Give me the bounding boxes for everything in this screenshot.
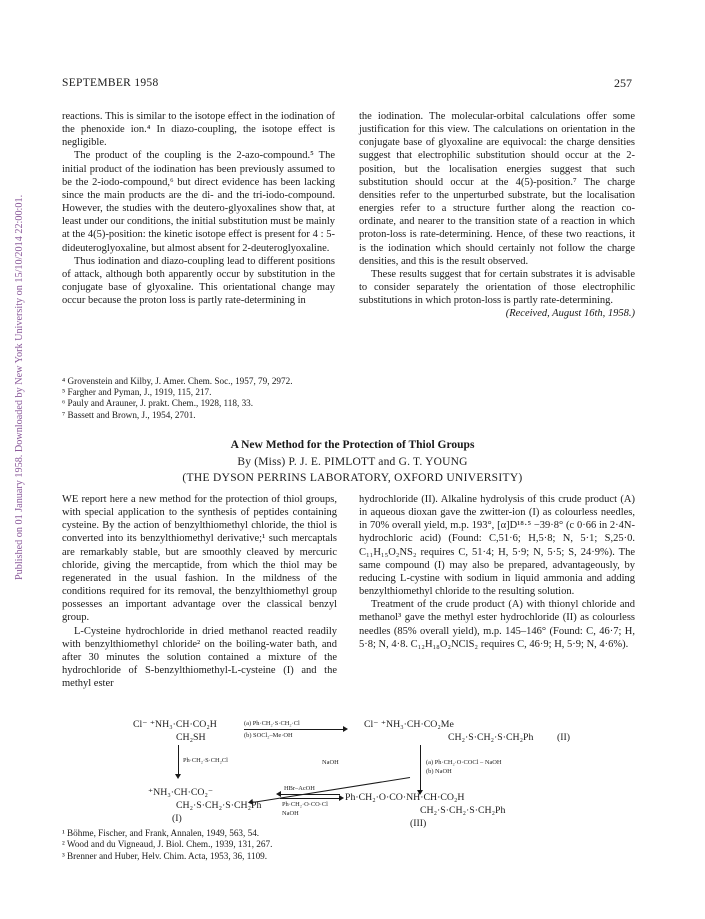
methyl-ester-hydrochloride: Cl⁻ ⁺NH₃·CH·CO₂Me: [364, 719, 454, 730]
footnote: ⁴ Grovenstein and Kilby, J. Amer. Chem. Soc., 1957, 79, 2972.: [62, 376, 293, 386]
paragraph: Treatment of the crude product (A) with thionyl chloride and methanol³ gave the methyl ester hydrochloride (II) as colourless needles (85% overall yield), m.p. 145–146° (Found: C, 46·7; H, 5·8; N, 4·8. C₁₂H₁₈O₂NClS₂ requires C, 46·9; H, 5·9; N, 4·6%).: [359, 599, 635, 650]
cbz-derivative-III: Ph·CH₂·O·CO·NH·CH·CO₂H: [345, 792, 465, 803]
zwitterion-I: ⁺NH₃·CH·CO₂⁻: [148, 787, 214, 798]
reagent-down-left: Ph·CH₂·S·CH₂Cl: [183, 757, 228, 764]
compound-I-label: (I): [172, 813, 182, 824]
received-date: (Received, August 16th, 1958.): [505, 308, 635, 320]
zwitterion-side-chain: CH₂·S·CH₂·S·CH₂Ph: [176, 800, 262, 811]
page-number: 257: [614, 76, 632, 90]
reagent-naoh: NaOH: [322, 759, 339, 766]
download-watermark-text: Published on 01 January 1958. Downloaded by New York University on 15/10/2014 22:00:01.: [14, 194, 25, 580]
right-column-article: [359, 493, 635, 651]
reagent-cbz-naoh: NaOH: [282, 810, 299, 817]
ester-side-chain: CH₂·S·CH₂·S·CH₂Ph: [448, 732, 534, 743]
footnote: ² Wood and du Vigneaud, J. Biol. Chem., 1939, 131, 267.: [62, 839, 273, 850]
footnote: ⁶ Pauly and Arauner, J. prakt. Chem., 1928, 118, 33.: [62, 398, 254, 409]
reagent-right-b: (b) NaOH: [426, 768, 452, 775]
footnote: ⁵ Fargher and Pyman, J., 1919, 115, 217.: [62, 387, 212, 398]
paragraph: Thus iodination and diazo-coupling lead to different positions of attack, although both apparently occur by substitution in the conjugate base of glyoxaline. This orientational change may occur because the proton loss is partly rate-determining in: [62, 255, 335, 307]
arrow-cbz-to-zwitterion: [280, 794, 340, 795]
right-column-top: [359, 110, 635, 321]
cbz-side-chain: CH₂·S·CH₂·S·CH₂Ph: [420, 805, 506, 816]
article-authors: By (Miss) P. J. E. PIMLOTT and G. T. YOUNG: [237, 456, 468, 468]
footnote: ⁷ Bassett and Brown, J., 1954, 2701.: [62, 409, 196, 420]
arrow-down-left: [178, 745, 179, 775]
paragraph: hydrochloride (II). Alkaline hydrolysis of this crude product (A) in aqueous dioxan gave the zwitter-ion (I) as colourless needles, in 70% overall yield, m.p. 193°, [α]D¹⁸·⁵ −39·8° (c 0·66 in 2·4N-hydrochloric acid) (Found: C,51·6; H,5·8; N, 5·1; S,25·0. C₁₁H₁₅O₂NS₂ requires C, 51·4; H, 5·9; N, 5·5; S, 24·9%). The same compound (I) may also be prepared, advantageously, by reducing L-cystine with sodium in liquid ammonia and adding benzylthiomethyl chloride to the resulting solution.: [359, 494, 635, 598]
arrow-zwitterion-to-cbz: [280, 798, 340, 799]
cysteine-side-chain: CH₂SH: [176, 732, 206, 743]
reagent-hbr: HBr–AcOH: [284, 785, 315, 792]
arrow-down-right: [420, 745, 421, 791]
reagent-a: (a) Ph·CH₂·S·CH₂·Cl: [244, 720, 300, 727]
article-title: A New Method for the Protection of Thiol Groups: [230, 439, 475, 451]
left-column-article: [62, 493, 337, 690]
running-header-date: SEPTEMBER 1958: [62, 77, 159, 89]
download-watermark: [2, 160, 25, 580]
paragraph: WE report here a new method for the protection of thiol groups, with special application to the synthesis of peptides containing cysteine. By the action of benzylthiomethyl chloride, the thiol is converted into its benzylthiomethyl derivative;¹ such mercaptals are remarkably stable, but are smoothly cleaved by mercuric chloride, giving the mercaptide, from which the thiol may be regenerated in the usual fashion. In the mildness of the conditions required for its removal, the benzylthiomethyl group possesses an important advantage over the classical benzyl group.: [62, 494, 337, 624]
left-column-top: [62, 110, 335, 307]
arrow-to-ester: [244, 729, 344, 730]
footnote: ¹ Böhme, Fischer, and Frank, Annalen, 1949, 563, 54.: [62, 828, 260, 838]
reagent-b: (b) SOCl₂–Me·OH: [244, 732, 293, 739]
paragraph: These results suggest that for certain substrates it is advisable to consider separately the orientation of those electrophilic substitutions in which proton-loss is partly rate-determining.: [359, 268, 635, 307]
reagent-right-a: (a) Ph·CH₂·O·COCl – NaOH: [426, 759, 502, 766]
paragraph: reactions. This is similar to the isotope effect in the iodination of the phenoxide ion.⁴ In diazo-coupling, the isotope effect is negligible.: [62, 111, 335, 149]
article-affiliation: (THE DYSON PERRINS LABORATORY, OXFORD UNIVERSITY): [182, 472, 523, 484]
paragraph: L-Cysteine hydrochloride in dried methanol reacted readily with benzylthiomethyl chloride² on the boiling-water bath, and after 30 minutes the solution contained a mixture of the hydrochloride of S-benzylthiomethyl-L-cysteine (I) and the methyl ester: [62, 625, 337, 690]
reagent-cbz-chloride: Ph·CH₂·O·CO·Cl: [282, 801, 328, 808]
compound-III-label: (III): [410, 818, 427, 829]
footnote: ³ Brenner and Huber, Helv. Chim. Acta, 1953, 36, 1109.: [62, 850, 268, 861]
cysteine-hydrochloride: Cl⁻ ⁺NH₃·CH·CO₂H: [133, 719, 217, 730]
paragraph: the iodination. The molecular-orbital calculations offer some justification for this view. The calculations on orientation in the conjugate base of glyoxaline are equivocal: the charge densities suggest that electrophilic substitution should occur at the 2-position, but the localisation energies suggest that such substitution should occur at the 4(5)-position.⁷ The charge densities refer to the unperturbed substrate, but the localisation energies refer to a structure further along the reaction co-ordinate, and nearer to the transition state of a reaction in which proton-loss is rate-determining. Hence, of these two reactions, it is the iodination which should certainly not follow the charge densities, and this is the result observed.: [359, 111, 635, 267]
footnotes-top: [62, 376, 293, 421]
compound-II-label: (II): [557, 732, 571, 743]
paragraph: The product of the coupling is the 2-azo-compound.⁵ The initial product of the iodination has been previously assumed to be the 2-iodo-compound,⁶ but direct evidence has been lacking since the main products are the di- and the tri-iodo-compound. However, the studies with the deutero-glyoxalines show that, at least under our conditions, the initial substitution must be mainly at the 4(5)-position: the kinetic isotope effect is present for 4 : 5-dideuteroglyoxaline, but almost absent for 2-deuteroglyoxaline.: [62, 150, 335, 254]
footnotes-bottom: [62, 828, 272, 862]
